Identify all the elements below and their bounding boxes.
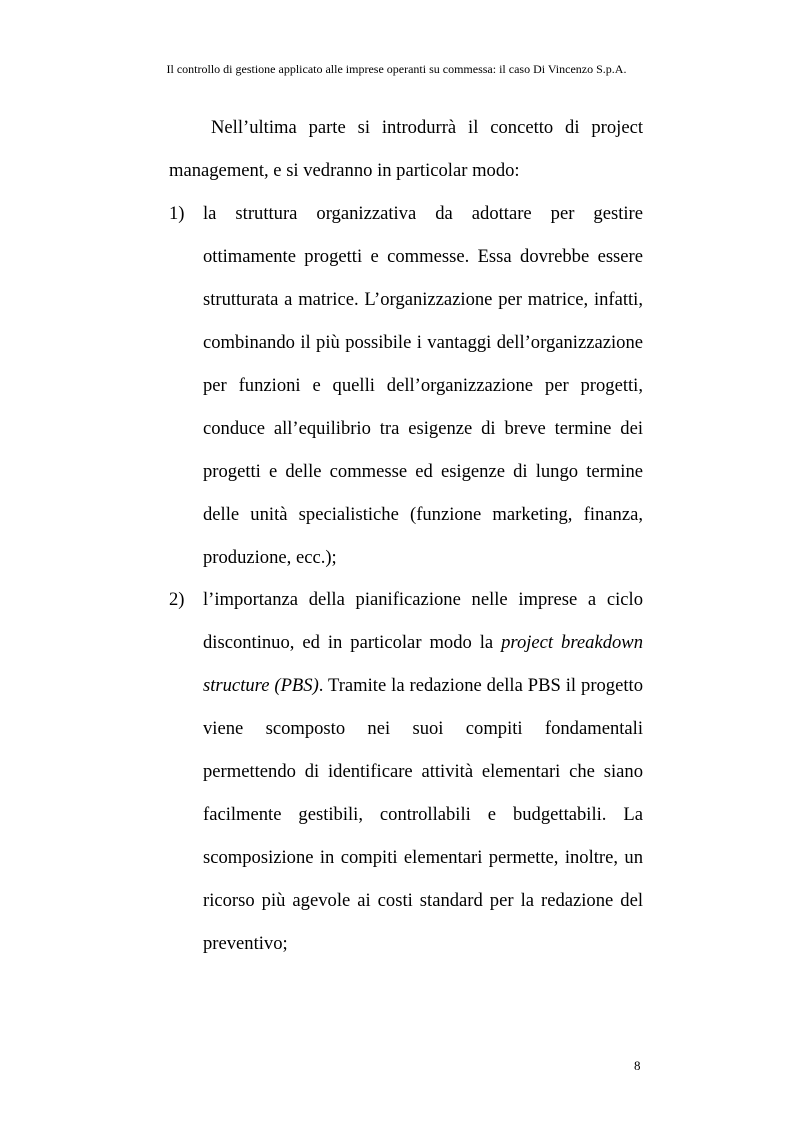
running-header: Il controllo di gestione applicato alle imprese operanti su commessa: il caso Di Vincenzo S.p.A. [166,62,627,76]
list-item-emphasis: project breakdown structure (PBS) [203,632,643,696]
list-item-text-end: . Tramite la redazione della PBS il progetto viene scomposto nei suoi compiti fondamentali permettendo di identificare attività elementari che siano facilmente gestibili, controllabili e budgettabili. La scomposizione in compiti elementari permette, inoltre, un ricorso più agevole ai costi standard per la redazione del preventivo; [203,675,643,954]
list-number: 2) [169,589,185,610]
numbered-list-first [169,192,643,579]
list-item [169,192,643,579]
list-item [169,578,643,965]
list-item-text: la struttura organizzativa da adottare per gestire ottimamente progetti e commesse. Essa dovrebbe essere strutturata a matrice. L’organizzazione per matrice, infatti, combinando il più possibile i vantaggi dell’organizzazione per funzioni e quelli dell’organizzazione per progetti, conduce all’equilibrio tra esigenze di breve termine dei progetti e delle commesse ed esigenze di lungo termine delle unità specialistiche (funzione marketing, finanza, produzione, ecc.); [203,203,643,568]
page-number: 8 [634,1058,641,1073]
list-item-text-start: l’importanza della pianificazione nelle imprese a ciclo discontinuo, ed in particolar modo la [203,589,643,653]
intro-paragraph: Nell’ultima parte si introdurrà il concetto di project management, e si vedranno in particolar modo: [169,117,643,181]
list-number: 1) [169,203,185,224]
numbered-list-second [169,578,643,965]
